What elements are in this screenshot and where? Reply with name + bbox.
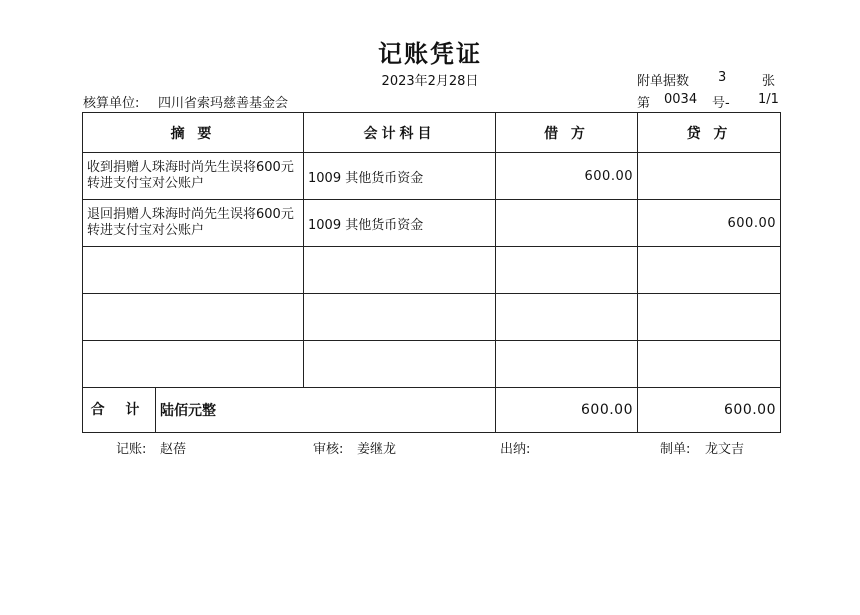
account-cell bbox=[304, 341, 496, 388]
voucher-number: 0034 bbox=[664, 92, 698, 107]
summary-cell bbox=[83, 294, 304, 341]
total-row bbox=[83, 388, 781, 433]
unit-name: 四川省索玛慈善基金会 bbox=[158, 96, 289, 111]
reviewer-label: 审核: bbox=[313, 442, 344, 457]
attachments-label: 附单据数 bbox=[637, 74, 690, 89]
attachments-count: 3 bbox=[718, 70, 727, 85]
debit-cell bbox=[496, 247, 638, 294]
cashier-label: 出纳: bbox=[500, 442, 531, 457]
total-cell bbox=[83, 388, 496, 433]
debit-cell bbox=[496, 294, 638, 341]
unit-label: 核算单位: bbox=[83, 96, 140, 111]
credit-cell bbox=[638, 153, 781, 200]
summary-cell: 收到捐赠人珠海时尚先生误将600元转进支付宝对公账户 bbox=[83, 153, 304, 200]
voucher-title: 记账凭证 bbox=[378, 40, 482, 68]
total-debit: 600.00 bbox=[496, 388, 638, 433]
bookkeeper-label: 记账: bbox=[116, 442, 147, 457]
voucher-date: 2023年2月28日 bbox=[381, 74, 479, 89]
credit-cell: 600.00 bbox=[638, 200, 781, 247]
attachments-unit: 张 bbox=[762, 74, 776, 89]
credit-cell bbox=[638, 247, 781, 294]
table-row bbox=[83, 294, 781, 341]
credit-cell bbox=[638, 294, 781, 341]
summary-cell bbox=[83, 341, 304, 388]
header-debit: 借 方 bbox=[496, 113, 638, 153]
preparer-name: 龙文吉 bbox=[705, 442, 745, 457]
debit-cell bbox=[496, 200, 638, 247]
header-summary: 摘 要 bbox=[83, 113, 304, 153]
page-number: 1/1 bbox=[758, 92, 779, 107]
header-account: 会计科目 bbox=[304, 113, 496, 153]
account-cell bbox=[304, 294, 496, 341]
number-suffix: 号- bbox=[712, 96, 730, 111]
account-cell bbox=[304, 247, 496, 294]
summary-cell bbox=[83, 247, 304, 294]
total-amount-words: 陆佰元整 bbox=[160, 403, 216, 419]
summary-cell: 退回捐赠人珠海时尚先生误将600元转进支付宝对公账户 bbox=[83, 200, 304, 247]
number-prefix: 第 bbox=[637, 96, 651, 111]
total-label: 合 计 bbox=[83, 388, 156, 432]
bookkeeper-name: 赵蓓 bbox=[160, 442, 187, 457]
table-row bbox=[83, 200, 781, 247]
account-cell: 1009 其他货币资金 bbox=[304, 153, 496, 200]
header-row bbox=[83, 113, 781, 153]
header-credit: 贷 方 bbox=[638, 113, 781, 153]
table-row bbox=[83, 341, 781, 388]
table-row bbox=[83, 153, 781, 200]
preparer-label: 制单: bbox=[660, 442, 691, 457]
total-credit: 600.00 bbox=[638, 388, 781, 433]
account-cell: 1009 其他货币资金 bbox=[304, 200, 496, 247]
reviewer-name: 姜继龙 bbox=[357, 442, 397, 457]
voucher-table bbox=[82, 112, 781, 433]
debit-cell bbox=[496, 341, 638, 388]
debit-cell: 600.00 bbox=[496, 153, 638, 200]
credit-cell bbox=[638, 341, 781, 388]
table-row bbox=[83, 247, 781, 294]
